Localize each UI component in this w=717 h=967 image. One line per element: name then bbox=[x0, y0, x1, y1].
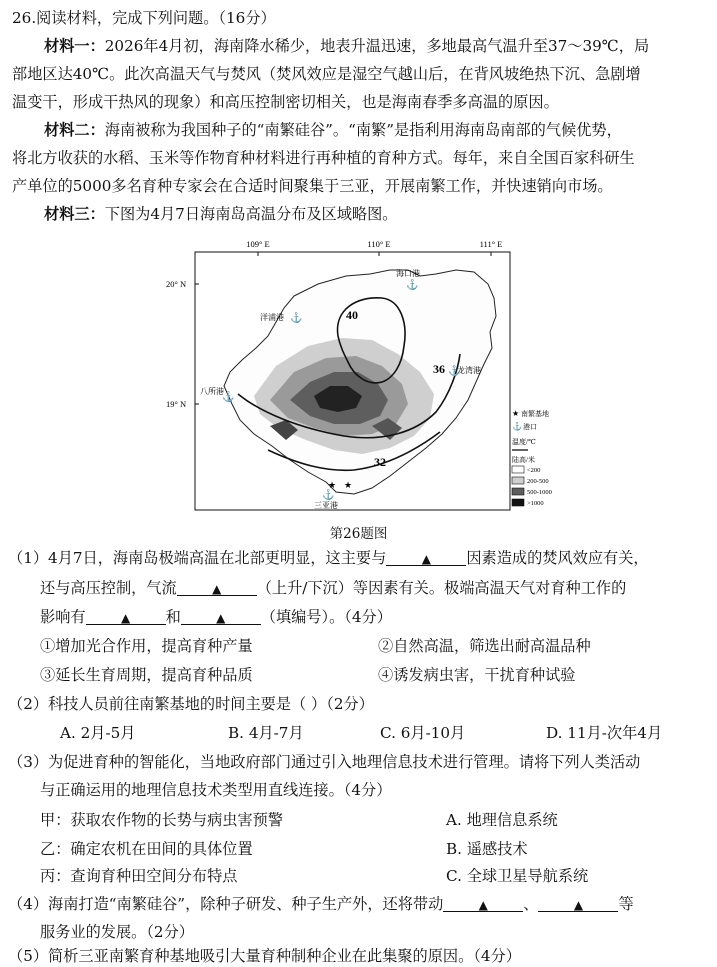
legend-elev-2: 200-500 bbox=[527, 478, 549, 485]
q3-line-1: （3）为促进育种的智能化，当地政府部门通过引入地理信息技术进行管理。请将下列人类活动 bbox=[8, 753, 641, 771]
q2-stem: （2）科技人员前往南繁基地的时间主要是（ ）（2分） bbox=[8, 695, 374, 713]
q2-choice-c[interactable]: C. 6月-10月 bbox=[380, 724, 466, 742]
blank-mark: ▲ bbox=[573, 898, 584, 912]
q2-choice-a[interactable]: A. 2月-5月 bbox=[60, 724, 136, 742]
q1-text-c: 还与高压控制，气流 bbox=[40, 579, 177, 597]
q1-option-4: ④诱发病虫害，干扰育种试验 bbox=[378, 666, 576, 684]
q1-line-3 bbox=[40, 607, 392, 627]
q1-line-1 bbox=[8, 548, 649, 568]
blank-mark: ▲ bbox=[421, 552, 431, 566]
material-1-line-3: 温变干，形成干热风的现象）和高压控制密切相关，也是海南春季多高温的原因。 bbox=[12, 93, 559, 111]
anchor-icon: ⚓ bbox=[290, 313, 303, 324]
answer-blank-1[interactable] bbox=[386, 549, 466, 566]
lon-label-110: 110° E bbox=[367, 239, 391, 249]
q2-choice-b[interactable]: B. 4月-7月 bbox=[228, 724, 304, 742]
q1-text-a: （1）4月7日，海南岛极端高温在北部更明显，这主要与 bbox=[8, 549, 387, 567]
answer-blank-5[interactable] bbox=[443, 895, 523, 912]
q4-line-1 bbox=[8, 894, 634, 914]
map-legend bbox=[512, 409, 552, 507]
material-1-line-2: 部地区达40℃。此次高温天气与焚风（焚风效应是湿空气越山后，在背风坡绝热下沉、急剧增 bbox=[12, 65, 641, 83]
legend-swatch-1 bbox=[512, 466, 524, 473]
legend-base-label: 南繁基地 bbox=[521, 410, 549, 418]
anchor-icon: ⚓ bbox=[322, 490, 335, 501]
isotherm-label-36: 36 bbox=[433, 362, 445, 376]
answer-blank-3[interactable] bbox=[86, 608, 166, 625]
figure-caption: 第26题图 bbox=[329, 526, 388, 542]
q3-tech-b[interactable]: B. 遥感技术 bbox=[446, 840, 528, 858]
port-label-haikou: 海口港 bbox=[396, 269, 420, 278]
blank-mark: ▲ bbox=[212, 582, 222, 596]
material-2-label: 材料二： bbox=[44, 121, 105, 139]
lon-label-109: 109° E bbox=[246, 239, 270, 249]
material-3-label: 材料三： bbox=[44, 205, 105, 223]
legend-isotherm-label: 温度/℃ bbox=[512, 438, 536, 446]
material-3-line-1 bbox=[44, 204, 397, 224]
q4-sep: 、 bbox=[523, 895, 539, 913]
q3-item-jia[interactable]: 甲：获取农作物的长势与病虫害预警 bbox=[40, 811, 283, 829]
q4-text-a: （4）海南打造“南繁硅谷”，除种子研发、种子生产外，还将带动 bbox=[8, 895, 444, 913]
material-2-line-2: 将北方收获的水稻、玉米等作物育种材料进行再种植的育种方式。每年，来自全国百家科研生 bbox=[12, 149, 635, 167]
answer-blank-6[interactable] bbox=[538, 895, 618, 912]
blank-mark: ▲ bbox=[478, 898, 488, 912]
lat-label-20: 20° N bbox=[166, 279, 187, 289]
legend-swatch-4 bbox=[512, 499, 524, 506]
star-icon: ★ bbox=[328, 480, 337, 490]
isotherm-label-32: 32 bbox=[374, 455, 386, 469]
question-header: 26.阅读材料，完成下列问题。（16分） bbox=[12, 9, 276, 27]
q1-text-b: 因素造成的焚风效应有关， bbox=[466, 549, 649, 567]
q1-line-2 bbox=[40, 578, 626, 598]
answer-blank-4[interactable] bbox=[181, 608, 261, 625]
material-1-line-1 bbox=[44, 36, 649, 56]
q3-tech-a[interactable]: A. 地理信息系统 bbox=[446, 811, 558, 829]
isotherm-label-40: 40 bbox=[346, 308, 358, 322]
q3-item-bing[interactable]: 丙：查询育种田空间分布特点 bbox=[40, 867, 238, 885]
q1-option-3: ③延长生育周期，提高育种品质 bbox=[40, 666, 253, 684]
lat-label-19: 19° N bbox=[166, 399, 187, 409]
material-1-text: 2026年4月初，海南降水稀少，地表升温迅速，多地最高气温升至37～39℃，局 bbox=[104, 37, 650, 55]
q3-tech-c[interactable]: C. 全球卫星导航系统 bbox=[446, 867, 589, 885]
q1-text-e: 影响有 bbox=[40, 608, 86, 626]
material-2-line-3: 产单位的5000多名育种专家会在合适时间聚集于三亚，开展南繁工作，并快速销向市场。 bbox=[12, 177, 613, 195]
legend-swatch-2 bbox=[512, 477, 524, 484]
port-label-sanya: 三亚港 bbox=[314, 501, 338, 510]
star-icon: ★ bbox=[512, 409, 520, 418]
q1-text-d: （上升/下沉）等因素有关。极端高温天气对育种工作的 bbox=[256, 579, 627, 597]
q2-choice-d[interactable]: D. 11月-次年4月 bbox=[546, 724, 663, 742]
q1-text-f: 和 bbox=[165, 608, 181, 626]
port-label-basuo: 八所港 bbox=[200, 387, 224, 396]
blank-mark: ▲ bbox=[216, 611, 226, 625]
anchor-icon: ⚓ bbox=[222, 392, 235, 403]
answer-blank-2[interactable] bbox=[177, 579, 257, 596]
legend-port-label: 港口 bbox=[523, 423, 537, 431]
q3-line-2: 与正确运用的地理信息技术类型用直线连接。（4分） bbox=[40, 781, 392, 799]
anchor-icon: ⚓ bbox=[406, 280, 419, 291]
legend-elev-title: 陆高/米 bbox=[512, 456, 535, 464]
star-icon: ★ bbox=[344, 480, 353, 490]
port-label-yangpu: 洋浦港 bbox=[260, 313, 284, 322]
q1-option-1: ①增加光合作用，提高育种产量 bbox=[40, 637, 253, 655]
hainan-temperature-map bbox=[158, 236, 558, 518]
blank-mark: ▲ bbox=[120, 611, 131, 625]
q4-line-2: 服务业的发展。（2分） bbox=[40, 923, 194, 941]
legend-elev-1: <200 bbox=[527, 467, 541, 474]
q4-text-b: 等 bbox=[618, 895, 634, 913]
lon-label-111: 111° E bbox=[479, 239, 503, 249]
q3-item-yi[interactable]: 乙：确定农机在田间的具体位置 bbox=[40, 840, 253, 858]
legend-swatch-3 bbox=[512, 488, 524, 495]
q1-text-g: （填编号）。（4分） bbox=[260, 608, 392, 626]
q5-stem: （5）简析三亚南繁育种基地吸引大量育种制种企业在此集聚的原因。（4分） bbox=[8, 947, 521, 965]
port-label-longwan: 龙湾港 bbox=[457, 366, 481, 375]
anchor-icon: ⚓ bbox=[512, 422, 522, 431]
material-1-label: 材料一： bbox=[44, 37, 105, 55]
q1-option-2: ②自然高温，筛选出耐高温品种 bbox=[378, 637, 591, 655]
material-2-line-1 bbox=[44, 120, 622, 140]
material-3-text: 下图为4月7日海南岛高温分布及区域略图。 bbox=[104, 205, 398, 223]
anchor-icon: ⚓ bbox=[448, 366, 461, 377]
legend-elev-3: 500-1000 bbox=[527, 489, 552, 496]
legend-elev-4: >1000 bbox=[527, 500, 544, 507]
material-2-text: 海南被称为我国种子的“南繁硅谷”。“南繁”是指利用海南岛南部的气候优势， bbox=[104, 121, 622, 139]
